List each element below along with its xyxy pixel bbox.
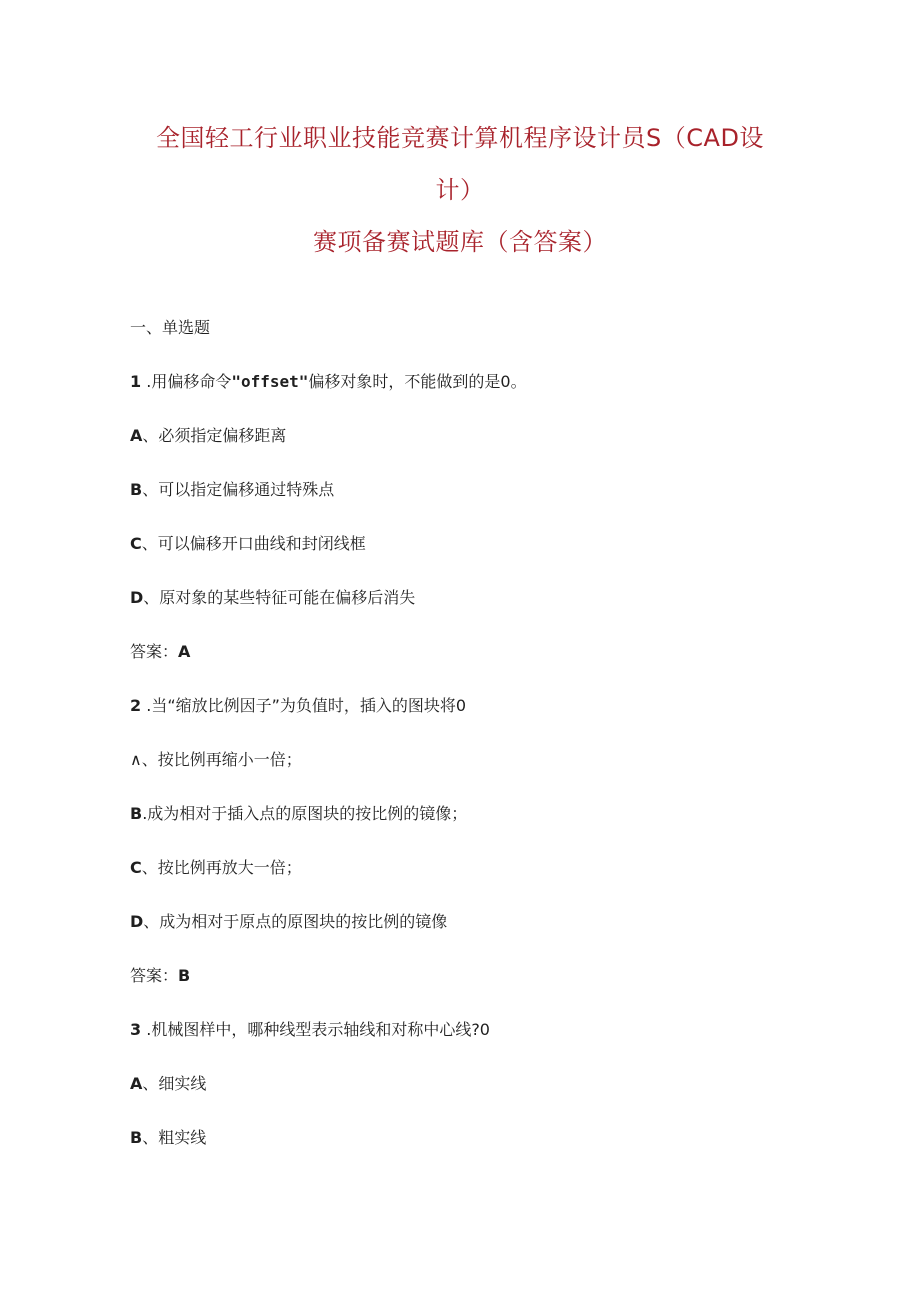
option-text: 、可以偏移开口曲线和封闭线框 [141, 534, 366, 553]
option-a [130, 1074, 206, 1094]
answer-label: 答案： [130, 642, 179, 661]
answer-1 [130, 642, 190, 662]
answer-2 [130, 966, 190, 986]
answer-value: A [178, 642, 191, 661]
document-title-line-1: 全国轻工行业职业技能竞赛计算机程序设计员S（CAD设 [156, 124, 764, 152]
question-3 [130, 1020, 490, 1040]
question-text: 偏移对象时，不能做到的是0。 [308, 372, 527, 391]
document-title-line-3: 赛项备赛试题库（含答案） [313, 228, 607, 256]
option-text: 、必须指定偏移距离 [142, 426, 287, 445]
option-letter: B [130, 1128, 143, 1147]
option-b [130, 480, 334, 500]
option-text: .成为相对于插入点的原图块的按比例的镜像； [142, 804, 468, 823]
question-text: .机械图样中，哪种线型表示轴线和对称中心线?0 [141, 1020, 490, 1039]
option-text: 、粗实线 [142, 1128, 207, 1147]
option-b [130, 804, 467, 824]
option-letter: D [130, 912, 144, 931]
option-c [130, 534, 366, 554]
option-letter: B [130, 804, 143, 823]
command-name: "offset" [231, 372, 309, 391]
answer-label: 答案： [130, 966, 179, 985]
question-1 [130, 372, 527, 392]
option-a [130, 750, 302, 770]
question-number: 3 [130, 1020, 142, 1039]
option-letter: A [130, 1074, 143, 1093]
option-letter: C [130, 534, 142, 553]
option-letter: A [130, 426, 143, 445]
question-2 [130, 696, 466, 716]
option-b [130, 1128, 206, 1148]
option-a [130, 426, 286, 446]
option-text: 、成为相对于原点的原图块的按比例的镜像 [143, 912, 448, 931]
option-text: 、可以指定偏移通过特殊点 [142, 480, 335, 499]
option-text: 、原对象的某些特征可能在偏移后消失 [143, 588, 416, 607]
option-d [130, 912, 447, 932]
document-title-line-2: 计） [435, 176, 485, 204]
question-text: .当“缩放比例因子”为负值时，插入的图块将0 [141, 696, 467, 715]
option-d [130, 588, 415, 608]
question-text: .用偏移命令 [141, 372, 232, 391]
question-number: 1 [130, 372, 142, 391]
option-text: 、按比例再放大一倍； [141, 858, 302, 877]
answer-value: B [178, 966, 191, 985]
option-text: 、细实线 [142, 1074, 207, 1093]
option-letter: B [130, 480, 143, 499]
option-text: 、按比例再缩小一倍； [141, 750, 302, 769]
option-letter: ∧ [130, 750, 142, 769]
section-heading: 一、单选题 [130, 318, 211, 337]
question-number: 2 [130, 696, 142, 715]
option-letter: C [130, 858, 142, 877]
option-letter: D [130, 588, 144, 607]
option-c [130, 858, 302, 878]
